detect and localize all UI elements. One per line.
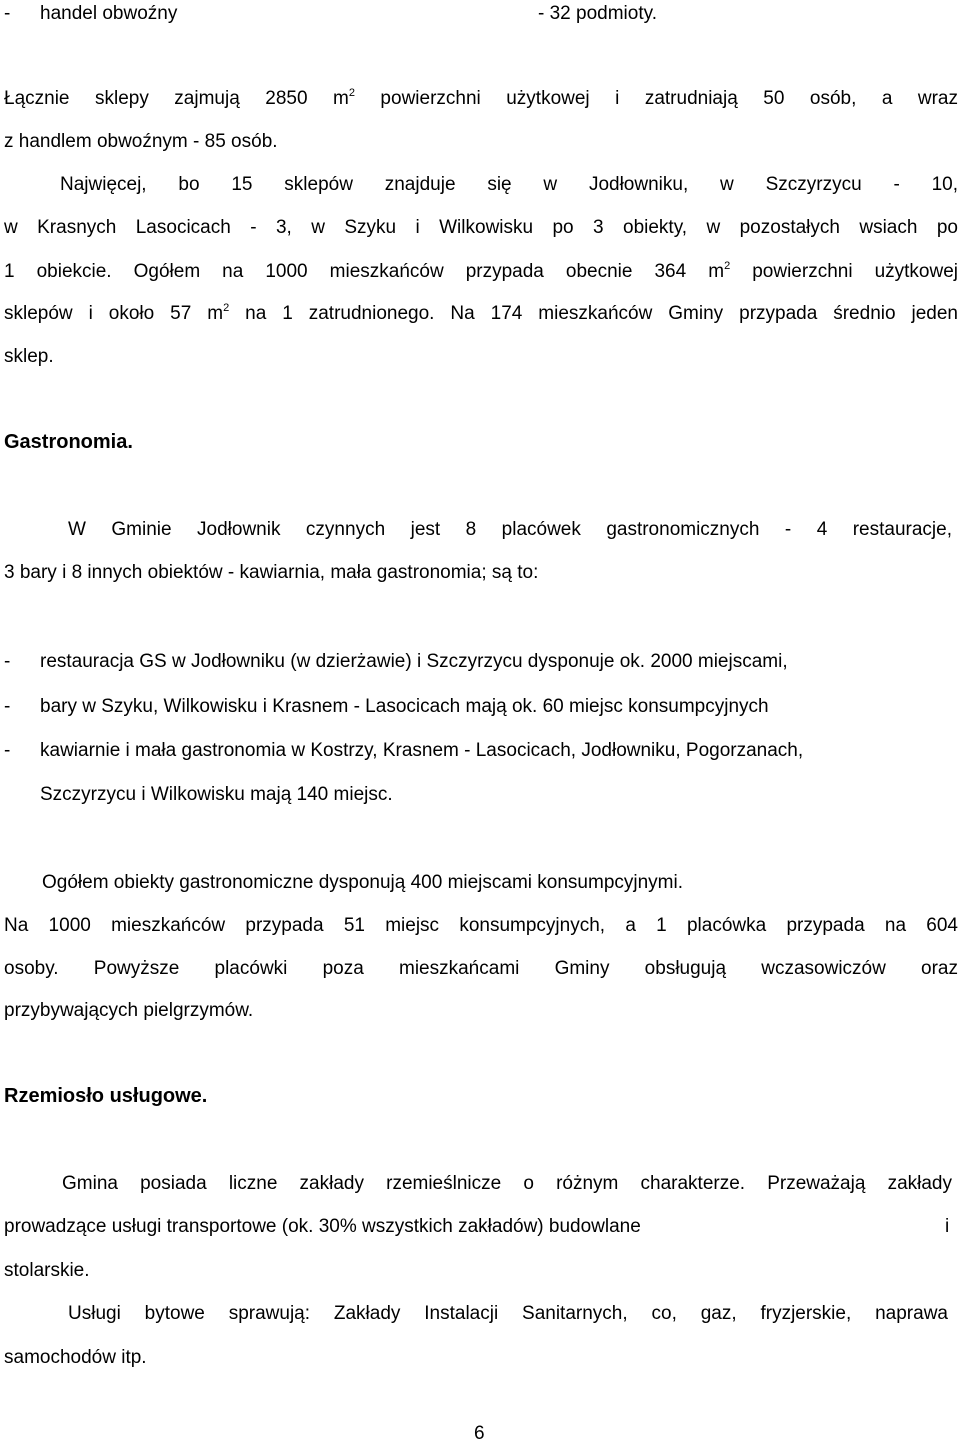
ogolem-line-4: przybywających pielgrzymów.	[4, 1000, 254, 1021]
najwiecej-line-3: 1 obiekcie. Ogółem na 1000 mieszkańców przypada obecnie 364 $m^2$ powierzchni użytkowej	[4, 260, 958, 282]
page-number: 6	[474, 1423, 485, 1444]
uslugi-line-1: Usługi bytowe sprawują: Zakłady Instalacji Sanitarnych, co, gaz, fryzjerskie, naprawa	[68, 1303, 948, 1324]
section-heading-gastronomia: Gastronomia.	[4, 431, 133, 453]
gminie-line-1: W Gminie Jodłownik czynnych jest 8 placówek gastronomicznych - 4 restauracje,	[68, 519, 952, 540]
gminie-line-2: 3 bary i 8 innych obiektów - kawiarnia, mała gastronomia; są to:	[4, 562, 539, 583]
najwiecej-line-4: sklepów i około 57 $m^2$ na 1 zatrudnionego. Na 174 mieszkańców Gminy przypada średnio jeden	[4, 302, 958, 324]
najwiecej-line-5: sklep.	[4, 346, 54, 367]
ogolem-line-3: osoby. Powyższe placówki poza mieszkańcami Gminy obsługują wczasowiczów oraz	[4, 958, 958, 979]
ogolem-line-2: Na 1000 mieszkańców przypada 51 miejsc konsumpcyjnych, a 1 placówka przypada na 604	[4, 915, 958, 936]
ogolem-line-1: Ogółem obiekty gastronomiczne dysponują 400 miejscami konsumpcyjnymi.	[42, 872, 684, 893]
handel-label: handel obwoźny	[40, 3, 178, 24]
gmina-line-3: stolarskie.	[4, 1260, 90, 1281]
list-dash: -	[4, 651, 11, 672]
section-heading-rzemioslo: Rzemiosło usługowe.	[4, 1085, 208, 1107]
najwiecej-line-1: Najwięcej, bo 15 sklepów znajduje się w Jodłowniku, w Szczyrzycu - 10,	[60, 174, 958, 195]
gmina-line-2: prowadzące usługi transportowe (ok. 30% wszystkich zakładów) budowlane	[4, 1216, 641, 1237]
uslugi-line-2: samochodów itp.	[4, 1347, 147, 1368]
list-item-text-continued: Szczyrzycu i Wilkowisku mają 140 miejsc.	[40, 784, 393, 805]
gmina-line-2-end: i	[945, 1216, 950, 1237]
sklepy-line-2: z handlem obwoźnym - 85 osób.	[4, 131, 278, 152]
list-dash: -	[4, 696, 11, 717]
list-item-text: kawiarnie i mała gastronomia w Kostrzy, Krasnem - Lasocicach, Jodłowniku, Pogorzanach,	[40, 740, 804, 761]
list-dash: -	[4, 3, 11, 24]
list-dash: -	[4, 740, 11, 761]
gmina-line-1: Gmina posiada liczne zakłady rzemieślnicze o różnym charakterze. Przeważają zakłady	[62, 1173, 952, 1194]
handel-value: - 32 podmioty.	[538, 3, 657, 24]
list-item-text: restauracja GS w Jodłowniku (w dzierżawie) i Szczyrzycu dysponuje ok. 2000 miejscami,	[40, 651, 788, 672]
sklepy-line-1: Łącznie sklepy zajmują 2850 $m^2$ powierzchni użytkowej i zatrudniają 50 osób, a wraz	[4, 87, 958, 109]
najwiecej-line-2: w Krasnych Lasocicach - 3, w Szyku i Wilkowisku po 3 obiekty, w pozostałych wsiach po	[4, 217, 958, 238]
list-item-text: bary w Szyku, Wilkowisku i Krasnem - Lasocicach mają ok. 60 miejsc konsumpcyjnych	[40, 696, 769, 717]
